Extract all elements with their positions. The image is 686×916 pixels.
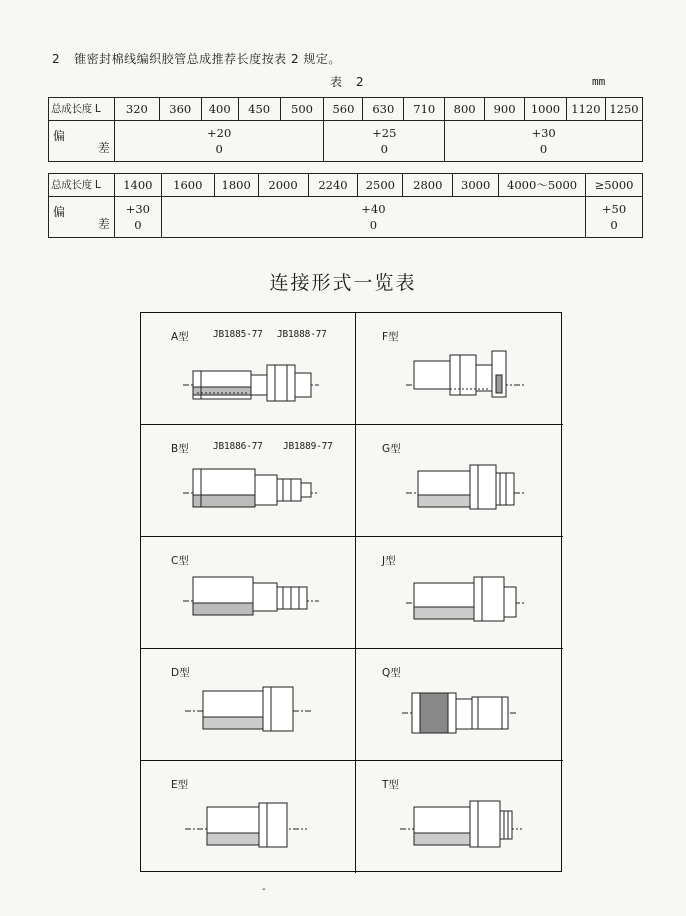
- connection-type-label: Q型: [382, 667, 401, 679]
- clause-number: 2: [52, 52, 61, 66]
- length-cell: 800: [445, 98, 485, 121]
- deviation-header-char: 差: [97, 217, 110, 231]
- length-cell: 900: [485, 98, 525, 121]
- standard-code: JB1885-77: [213, 329, 263, 340]
- tolerance-lower: 0: [215, 142, 223, 156]
- connection-type-label: G型: [382, 443, 401, 455]
- type-t-drawing: [356, 761, 562, 872]
- length-cell: 3000: [453, 174, 499, 197]
- intro-paragraph: [52, 50, 341, 67]
- length-row: [49, 174, 643, 197]
- connection-cell-b: [141, 425, 356, 537]
- deviation-header: [49, 121, 115, 162]
- connection-cell-d: [141, 649, 356, 761]
- table-unit: mm: [592, 75, 606, 88]
- deviation-header-char: 差: [97, 141, 110, 155]
- tolerance-upper: +20: [207, 126, 232, 140]
- length-cell: 1120: [566, 98, 605, 121]
- deviation-row: [49, 121, 643, 162]
- tolerance-cell: [324, 121, 445, 162]
- tolerance-cell: [445, 121, 643, 162]
- tolerance-lower: 0: [369, 218, 378, 232]
- deviation-header-char: 偏: [53, 205, 66, 219]
- length-cell: 4000～5000: [499, 174, 586, 197]
- type-a-drawing: [141, 313, 355, 424]
- standard-code: JB1889-77: [283, 441, 333, 452]
- table-title: 表 2: [330, 75, 365, 89]
- length-cell: 2000: [258, 174, 308, 197]
- type-q-drawing: [356, 649, 562, 760]
- connection-cell-c: [141, 537, 356, 649]
- connection-type-label: D型: [171, 667, 190, 679]
- length-cell: 630: [363, 98, 404, 121]
- length-table-part1: [48, 97, 643, 162]
- connection-cell-j: [356, 537, 563, 649]
- length-cell: 560: [324, 98, 363, 121]
- length-cell: 320: [114, 98, 159, 121]
- tolerance-cell: [114, 197, 161, 238]
- connection-type-label: J型: [382, 555, 396, 567]
- connection-types-grid: [140, 312, 562, 872]
- length-cell: 1000: [525, 98, 567, 121]
- standard-code: JB1888-77: [277, 329, 327, 340]
- connection-cell-e: [141, 761, 356, 873]
- length-row: [49, 98, 643, 121]
- length-cell: 1250: [605, 98, 642, 121]
- type-f-drawing: [356, 313, 562, 424]
- connection-cell-a: [141, 313, 356, 425]
- type-c-drawing: [141, 537, 355, 648]
- connection-type-label: C型: [171, 555, 189, 567]
- connection-type-label: B型: [171, 443, 189, 455]
- deviation-header: [49, 197, 115, 238]
- connection-type-label: E型: [171, 779, 189, 791]
- length-cell: 400: [201, 98, 238, 121]
- connection-cell-f: [356, 313, 563, 425]
- tolerance-lower: 0: [380, 142, 388, 156]
- deviation-row: [49, 197, 643, 238]
- tolerance-lower: 0: [610, 218, 618, 232]
- tolerance-upper: +50: [601, 202, 627, 216]
- standard-code: JB1886-77: [213, 441, 263, 452]
- type-g-drawing: [356, 425, 562, 536]
- length-table-part2: [48, 173, 643, 238]
- footer-mark: -: [262, 884, 266, 895]
- connection-cell-g: [356, 425, 563, 537]
- tolerance-cell: [586, 197, 643, 238]
- length-header: 总成长度 L: [49, 98, 115, 121]
- connection-type-label: A型: [171, 331, 189, 343]
- length-header: 总成长度 L: [49, 174, 115, 197]
- connection-chart-title: 连接形式一览表: [269, 272, 417, 294]
- deviation-header-char: 偏: [53, 129, 66, 143]
- length-cell: 1600: [161, 174, 214, 197]
- type-e-drawing: [141, 761, 355, 872]
- length-cell: 360: [159, 98, 201, 121]
- length-cell: 1800: [214, 174, 258, 197]
- length-cell: 710: [404, 98, 445, 121]
- connection-cell-t: [356, 761, 563, 873]
- length-cell: 2500: [358, 174, 403, 197]
- tolerance-cell: [114, 121, 324, 162]
- length-cell: 500: [280, 98, 324, 121]
- tolerance-upper: +40: [361, 202, 386, 216]
- type-d-drawing: [141, 649, 355, 760]
- tolerance-cell: [161, 197, 585, 238]
- length-cell: 2800: [403, 174, 453, 197]
- tolerance-upper: +30: [531, 126, 556, 140]
- type-j-drawing: [356, 537, 562, 648]
- length-cell: 1400: [114, 174, 161, 197]
- tolerance-lower: 0: [539, 142, 548, 156]
- connection-type-label: T型: [382, 779, 399, 791]
- length-cell: 2240: [308, 174, 358, 197]
- tolerance-upper: +30: [125, 202, 151, 216]
- type-b-drawing: [141, 425, 355, 536]
- connection-cell-q: [356, 649, 563, 761]
- length-cell: ≥5000: [586, 174, 643, 197]
- length-cell: 450: [238, 98, 280, 121]
- tolerance-upper: +25: [372, 126, 397, 140]
- clause-text: 锥密封棉线编织胶管总成推荐长度按表 2 规定。: [74, 52, 341, 66]
- tolerance-lower: 0: [134, 218, 142, 232]
- connection-type-label: F型: [382, 331, 399, 343]
